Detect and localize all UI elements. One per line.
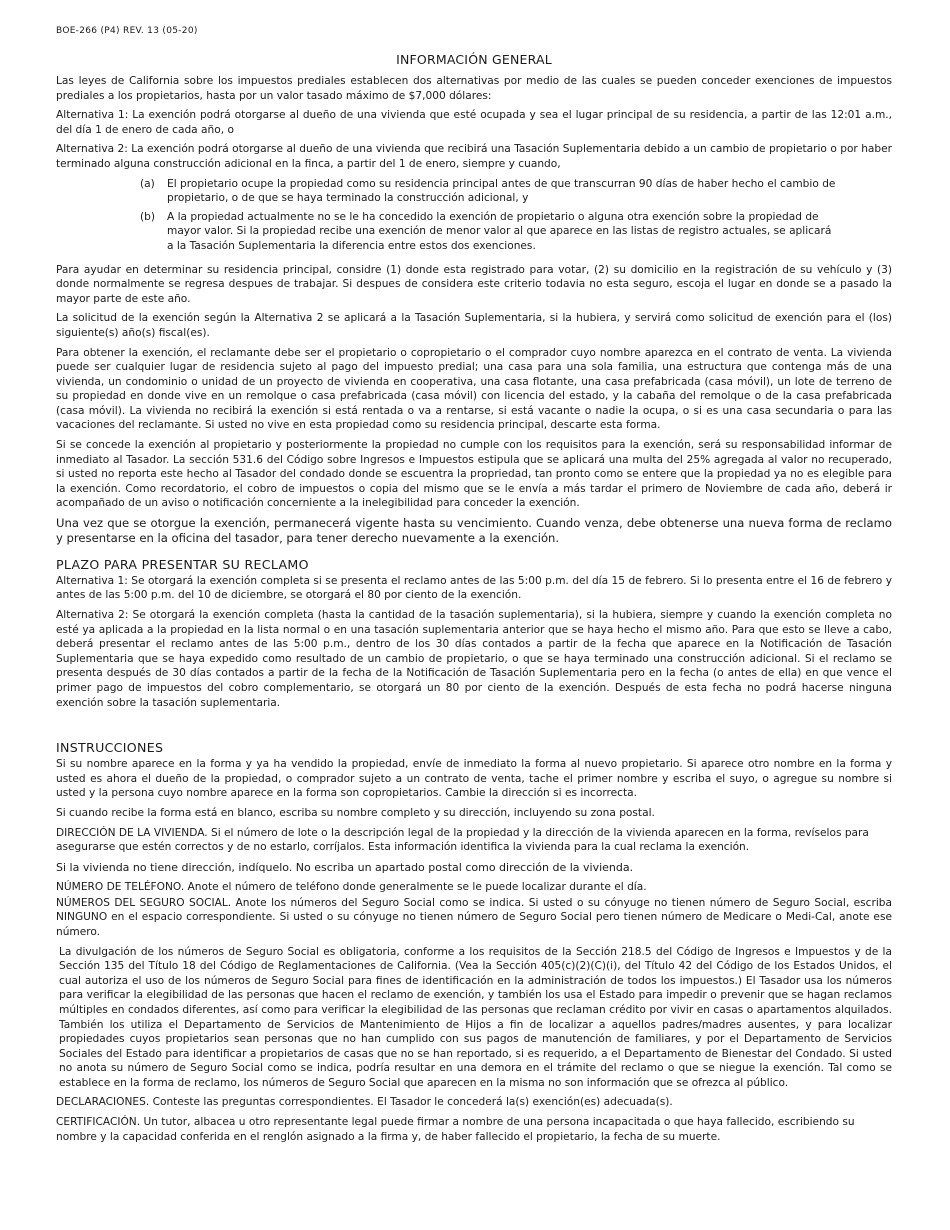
form-id: BOE-266 (P4) REV. 13 (05-20) [56, 26, 198, 36]
instructions-paragraph-1: Si su nombre aparece en la forma y ya ha vendido la propiedad, envíe de inmediato la forma al nuevo propietario. Si aparece otro nombre en la forma y usted es ahora el dueño de la propiedad, o comprador sujeto a un contrato de venta, tache el primer nombre y escriba el suyo, o agregue su nombre si usted y la persona cuyo nombre aparece en la forma son copropietarios. Cambie la dirección si es incorrecta. [56, 758, 892, 800]
alt2-item-text: A la propiedad actualmente no se le ha concedido la exención de propietario o alguna otra exención sobre la propiedad de mayor valor. Si la propiedad recibe una exención de menor valor al que aparece en las listas de registro actuales, se aplicará a la Tasación Suplementaria la diferencia entre estos dos exenciones. [167, 210, 832, 252]
residence-paragraph: Para ayudar en determinar su residencia principal, considre (1) donde esta registrado para votar, (2) su domicilio en la registración de su vehículo y (3) donde normalmente se regresa despues de trabajar. Si despues de considera este criterio todavia no esta seguro, escoja el lugar en donde se a pasado la mayor parte de este año. [56, 263, 892, 305]
plazo-heading: PLAZO PARA PRESENTAR SU RECLAMO [56, 556, 309, 572]
form-page [56, 26, 892, 1149]
instructions-paragraph-2: Si cuando recibe la forma está en blanco, escriba su nombre completo y su dirección, incluyendo su zona postal. [56, 806, 655, 819]
obtener-paragraph: Para obtener la exención, el reclamante debe ser el propietario o copropietario o el comprador cuyo nombre aparezca en el contrato de venta. La vivienda puede ser cualquier lugar de residencia sujeto al pago del impuesto predial; una casa para una sola familia, una estructura que contenga más de una vivienda, un condominio o unidad de un proyecto de vivienda en cooperativa, una casa flotante, una casa prefabricada (casa móvil), un lote de terreno de su propiedad en donde vive en un remolque o casa prefabricada (casa móvil) con licencia del estado, y la cabaña del remolque o de la casa prefabricada (casa móvil). La vivienda no recibirá la exención si está rentada o va a rentarse, si está vacante o nadie la ocupa, o si es una casa secundaria o para las vacaciones del reclamante. Si usted no vive en esta propiedad como su residencia principal, descarte esta forma. [56, 346, 892, 432]
vigente-paragraph: Una vez que se otorgue la exención, permanecerá vigente hasta su vencimiento. Cuando venza, debe obtenerse una nueva forma de reclamo y presentarse en la oficina del tasador, para tener derecho nuevamente a la exención. [56, 516, 892, 546]
alt2-item-label: (a) [140, 177, 155, 190]
address-paragraph: DIRECCIÓN DE LA VIVIENDA. Si el número de lote o la descripción legal de la propiedad y la dirección de la vivienda aparecen en la forma, revíselos para asegurarse que estén correctos y de no estarlo, corríjalos. Esta información identifica la vivienda para la cual reclama la exención. [56, 826, 869, 854]
no-address-paragraph: Si la vivienda no tiene dirección, indíquelo. No escriba un apartado postal como dirección de la vivienda. [56, 860, 634, 874]
alt2-item-text: El propietario ocupe la propiedad como su residencia principal antes de que transcurran 90 días de haber hecho el cambio de propietario, o de que se haya terminado la construcción adicional, y [167, 177, 836, 205]
page-title: INFORMACIÓN GENERAL [396, 52, 552, 67]
intro-paragraph: Las leyes de California sobre los impuestos prediales establecen dos alternativas por medio de las cuales se pueden conceder exenciones de impuestos prediales a los propietarios, hasta por un valor tasado máximo de $7,000 dólares: [56, 75, 892, 102]
alt2-item-a [140, 177, 836, 206]
alternative-2-paragraph: Alternativa 2: La exención podrá otorgarse al dueño de una vivienda que recibirá una Tasación Suplementaria debido a un cambio de propietario o por haber terminado alguna construcción adicional en la finca, a partir del 1 de enero, siempre y cuando, [56, 143, 892, 170]
disclosure-paragraph: La divulgación de los números de Seguro Social es obligatoria, conforme a los requisitos de la Sección 218.5 del Código de Ingresos e Impuestos y de la Sección 135 del Título 18 del Código de Reglamentaciones de California. (Vea la Sección 405(c)(2)(C)(i), del Título 42 del Código de los Estados Unidos, el cual autoriza el uso de los números de Seguro Social para fines de identificación en la administración de todos los impuestos.) El Tasador usa los números para verificar la elegibilidad de las personas que hacen el reclamo de exención, y también los usa el Estado para impedir o prevenir que se hagan reclamos múltiples en condados diferentes, así como para verificar la elegibilidad de las personas que reclaman crédito por vivir en casas o apartamentos alquilados. También los utiliza el Departamento de Servicios de Mantenimiento de Hijos a fin de localizar a aquellos padres/madres ausentes, y para localizar propiedades cuyos propietarios sean personas que no han cumplido con sus pagos de manutención de familiares, y por el Departamento de Servicios Sociales del Estado para identificar a propietarios de casas que no se han reportado, si es requerido, a el Departamento de Bienestar del Condado. Si usted no anota su número de Seguro Social como se indica, podría resultar en una demora en el trámite del reclamo o que se niegue la exención. Tal como se establece en la forma de reclamo, los números de Seguro Social que aparecen en la misma no son información que se ofrezca al público. [59, 945, 892, 1089]
concede-paragraph: Si se concede la exención al propietario y posteriormente la propiedad no cumple con los requisitos para la exención, será su responsabilidad informar de inmediato al Tasador. La sección 531.6 del Código sobre Ingresos e Impuestos estipula que se aplicará una multa del 25% agregada al valor no recuperado, si usted no reporta este hecho al Tasador del condado donde se escuentra la propriedad, tan pronto como se entere que la propiedad ya no es elegible para la exención. Como recordatorio, el cobro de impuestos o copia del mismo que se le envía a más tardar el primero de Noviembre de cada año, deberá ir acompañado de un aviso o notificación concerniente a la inelegibilidad para conceder la exención. [56, 439, 892, 510]
ssn-paragraph: NÚMEROS DEL SEGURO SOCIAL. Anote los números del Seguro Social como se indica. Si usted o su cónyuge no tienen número de Seguro Social, escriba NINGUNO en el espacio correspondiente. Si usted o su cónyuge no tienen número de Seguro Social pero tienen número de Medicare o Medi-Cal, anote ese número. [56, 896, 892, 938]
certification-paragraph: CERTIFICACIÓN. Un tutor, albacea u otro representante legal puede firmar a nombre de una persona incapacitada o que haya fallecido, escribiendo su nombre y la capacidad conferida en el renglón asignado a la firma y, de haber fallecido el propietario, la fecha de su muerte. [56, 1116, 855, 1143]
plazo-alt1-paragraph: Alternativa 1: Se otorgará la exención completa si se presenta el reclamo antes de las 5:00 p.m. del día 15 de febrero. Si lo presenta entre el 16 de febrero y antes de las 5:00 p.m. del 10 de diciembre, se otorgará el 80 por ciento de la exención. [56, 574, 892, 602]
phone-paragraph: NÚMERO DE TELÉFONO. Anote el número de teléfono donde generalmente se le puede localizar durante el día. [56, 881, 647, 894]
instructions-heading: INSTRUCCIONES [56, 740, 164, 756]
alt2-item-b [140, 210, 836, 254]
alternative-1-paragraph: Alternativa 1: La exención podrá otorgarse al dueño de una vivienda que esté ocupada y sea el lugar principal de su residencia, a partir de las 12:01 a.m., del día 1 de enero de cada año, o [56, 109, 892, 136]
alt2-item-label: (b) [140, 210, 155, 223]
declarations-paragraph: DECLARACIONES. Conteste las preguntas correspondientes. El Tasador le concederá la(s) exención(es) adecuada(s). [56, 1096, 673, 1109]
solicitud-paragraph: La solicitud de la exención según la Alternativa 2 se aplicará a la Tasación Suplementaria, si la hubiera, y servirá como solicitud de exención para el (los) siguiente(s) año(s) fiscal(es). [56, 312, 892, 339]
plazo-alt2-paragraph: Alternativa 2: Se otorgará la exención completa (hasta la cantidad de la tasación suplementaria), si la hubiera, siempre y cuando la exención completa no esté ya aplicada a la propiedad en la lista normal o en una tasación suplementaria anterior que se haya hecho el mismo año. Para que esto se lleve a cabo, deberá presentar el reclamo antes de las 5:00 p.m., dentro de los 30 días contados a partir de la fecha que aparece en la Notificación de Tasación Suplementaria que se haya expedido como resultado de un cambio de propietario, o que se haya terminado una construcción adicional. Si el reclamo se presenta después de 30 días contados a partir de la fecha de la Notificación de Tasación Suplementaria pero en la fecha (o antes de ella) en que vence el primer pago de impuestos del cobro complementario, se otorgará un 80 por ciento de la exención. Después de esta fecha no podrá hacerse ninguna exención sobre la tasación suplementaria. [56, 609, 892, 709]
